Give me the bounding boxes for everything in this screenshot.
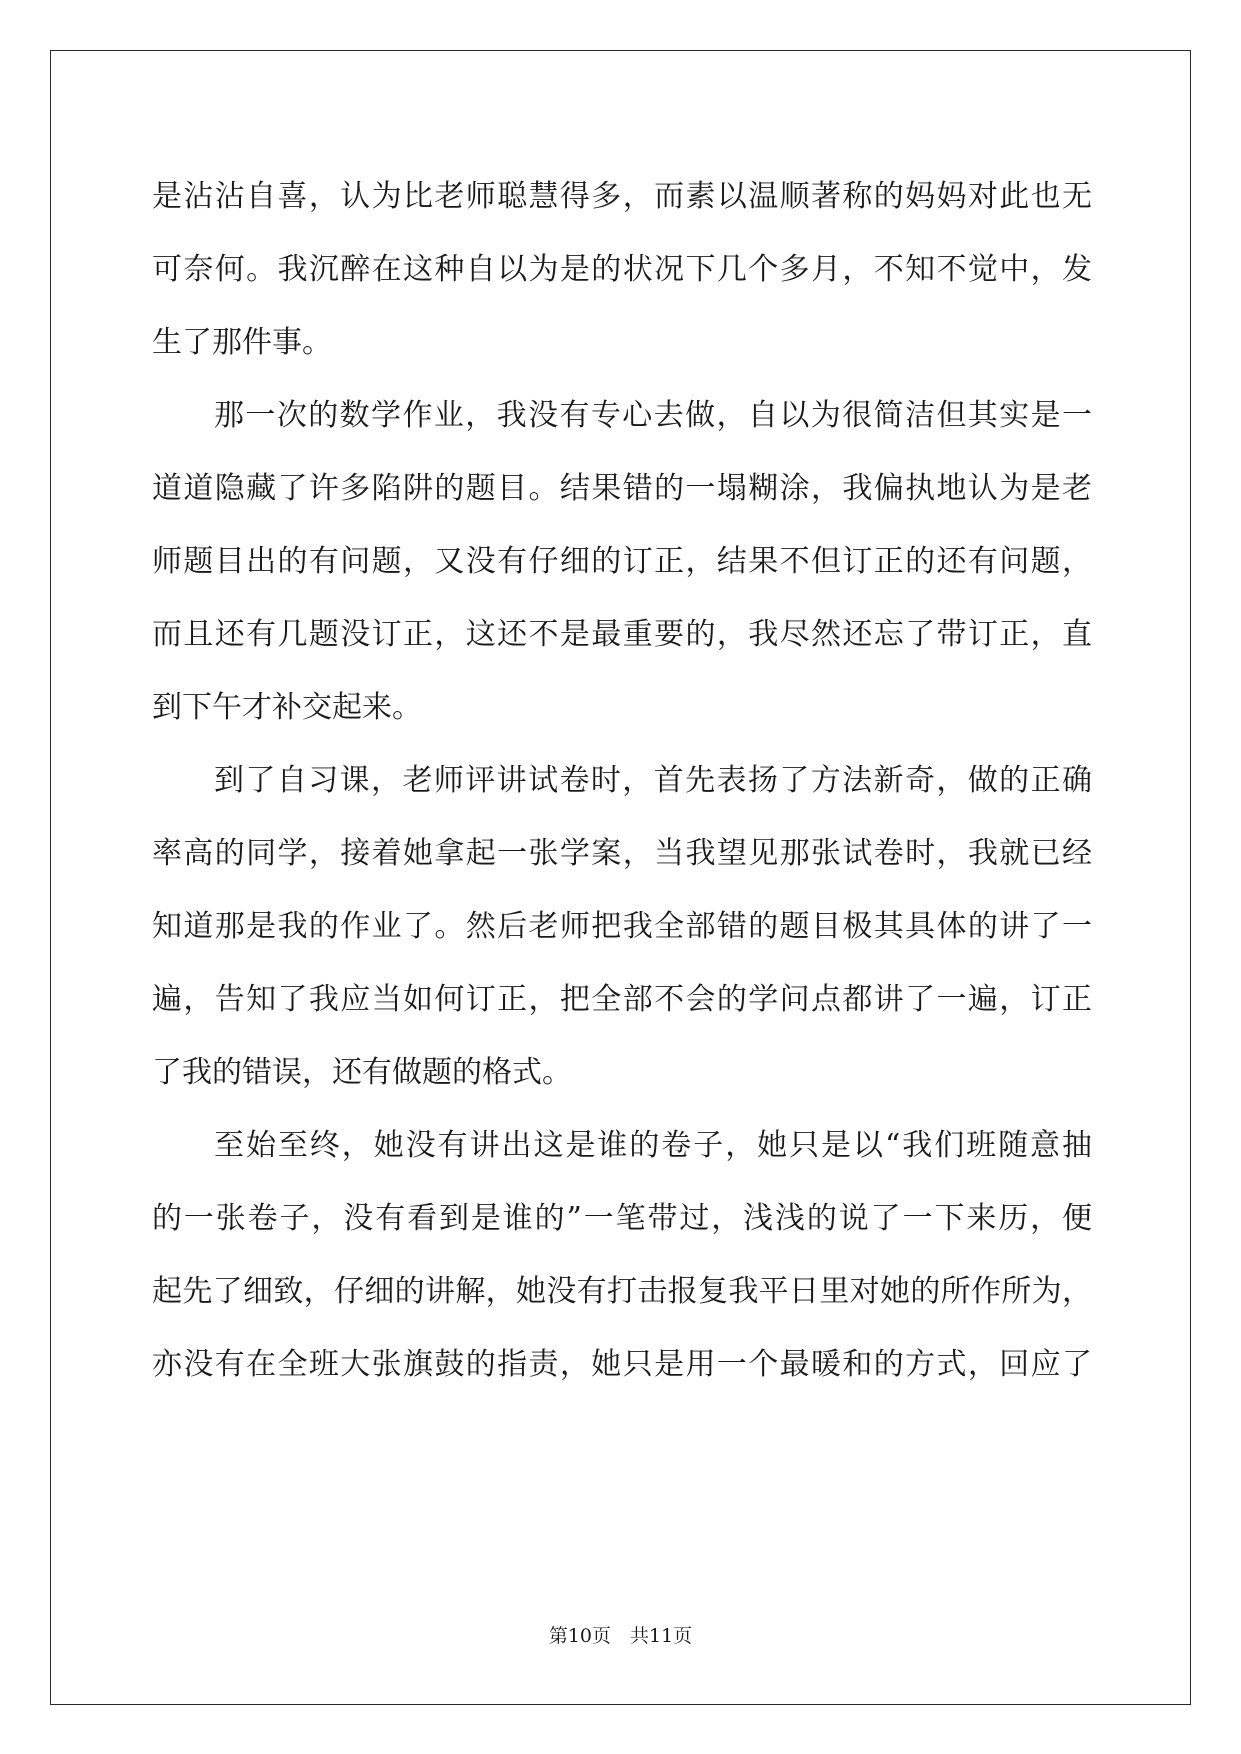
text-line: 而且还有几题没订正，这还不是最重要的，我尽然还忘了带订正，直	[152, 617, 1092, 652]
document-body	[152, 160, 1092, 1401]
text-line: 的一张卷子，没有看到是谁的”一笔带过，浅浅的说了一下来历，便	[152, 1201, 1092, 1236]
page-number-footer: 第10页 共11页	[548, 1625, 693, 1647]
text-line: 到了自习课，老师评讲试卷时，首先表扬了方法新奇，做的正确	[214, 763, 1092, 798]
text-line: 起先了细致，仔细的讲解，她没有打击报复我平日里对她的所作所为，	[152, 1274, 1092, 1309]
text-line: 道道隐藏了许多陷阱的题目。结果错的一塌糊涂，我偏执地认为是老	[152, 471, 1092, 506]
text-line: 到下午才补交起来。	[152, 690, 422, 725]
text-line: 可奈何。我沉醉在这种自以为是的状况下几个多月，不知不觉中，发	[152, 252, 1092, 287]
text-line: 遍，告知了我应当如何订正，把全部不会的学问点都讲了一遍，订正	[152, 982, 1092, 1017]
text-line: 生了那件事。	[152, 325, 332, 360]
text-line: 师题目出的有问题，又没有仔细的订正，结果不但订正的还有问题，	[152, 544, 1092, 579]
text-line: 亦没有在全班大张旗鼓的指责，她只是用一个最暖和的方式，回应了	[152, 1347, 1092, 1382]
text-line: 率高的同学，接着她拿起一张学案，当我望见那张试卷时，我就已经	[152, 836, 1092, 871]
text-line: 至始至终，她没有讲出这是谁的卷子，她只是以“我们班随意抽	[214, 1128, 1092, 1163]
text-line: 是沾沾自喜，认为比老师聪慧得多，而素以温顺著称的妈妈对此也无	[152, 179, 1092, 214]
text-line: 了我的错误，还有做题的格式。	[152, 1055, 572, 1090]
text-line: 知道那是我的作业了。然后老师把我全部错的题目极其具体的讲了一	[152, 909, 1092, 944]
text-line: 那一次的数学作业，我没有专心去做，自以为很简洁但其实是一	[214, 398, 1092, 433]
